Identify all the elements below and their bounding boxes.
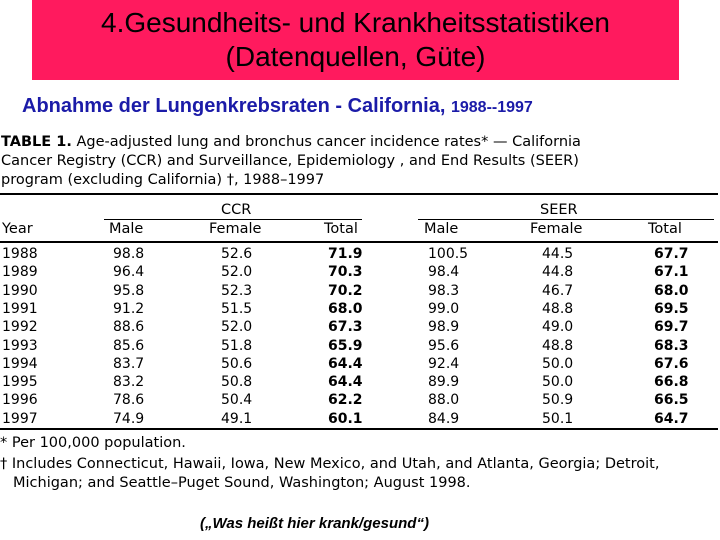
cell-seer-total: 64.7: [654, 410, 689, 427]
cell-ccr-male: 85.6: [113, 337, 145, 354]
cell-seer-total: 66.8: [654, 374, 689, 391]
cell-seer-female: 49.0: [542, 319, 574, 336]
cell-ccr-female: 52.0: [221, 264, 253, 281]
subtitle-text: Abnahme der Lungenkrebsraten - California,: [22, 95, 446, 117]
cell-ccr-male: 88.6: [113, 319, 145, 336]
cell-seer-female: 50.0: [542, 374, 574, 391]
table-caption-line1: Age-adjusted lung and bronchus cancer incidence rates* — California: [76, 134, 581, 150]
cell-year: 1990: [2, 282, 38, 299]
cell-ccr-male: 78.6: [113, 392, 145, 409]
quote-caption: („Was heißt hier krank/gesund“): [200, 515, 429, 532]
cell-ccr-total: 65.9: [328, 337, 363, 354]
cell-seer-male: 92.4: [428, 355, 460, 372]
cell-seer-female: 50.1: [542, 410, 574, 427]
footnote-2b: Michigan; and Seattle–Puget Sound, Washington; August 1998.: [13, 475, 471, 491]
cell-seer-male: 100.5: [428, 246, 469, 262]
table-caption: [1, 133, 719, 190]
cell-seer-total: 67.1: [654, 264, 689, 281]
cell-ccr-female: 50.4: [221, 392, 253, 409]
group-header-ccr: CCR: [221, 202, 252, 218]
cell-seer-total: 69.5: [654, 300, 689, 317]
cell-ccr-total: 62.2: [328, 392, 363, 409]
cell-year: 1995: [2, 374, 38, 391]
cell-ccr-male: 83.7: [113, 355, 145, 372]
footnote-1: * Per 100,000 population.: [0, 435, 186, 451]
cell-seer-female: 48.8: [542, 337, 574, 354]
header-rule: [0, 241, 718, 243]
cell-seer-male: 95.6: [428, 337, 460, 354]
col-header-seer-total: Total: [648, 221, 682, 237]
cell-seer-male: 98.3: [428, 282, 460, 299]
cell-seer-total: 67.6: [654, 355, 689, 372]
cell-seer-male: 88.0: [428, 392, 460, 409]
cell-ccr-male: 91.2: [113, 300, 145, 317]
cell-ccr-female: 49.1: [221, 410, 253, 427]
col-header-ccr-male: Male: [109, 221, 144, 237]
cell-seer-male: 84.9: [428, 410, 460, 427]
page-title-line2: (Datenquellen, Güte): [225, 41, 486, 72]
cell-ccr-total: 68.0: [328, 300, 363, 317]
cell-year: 1993: [2, 337, 38, 354]
cell-ccr-total: 70.2: [328, 282, 363, 299]
cell-seer-female: 50.0: [542, 355, 574, 372]
cell-ccr-male: 96.4: [113, 264, 145, 281]
cell-seer-female: 44.8: [542, 264, 574, 281]
cell-seer-female: 50.9: [542, 392, 574, 409]
cell-ccr-total: 67.3: [328, 319, 363, 336]
table-label: TABLE 1.: [1, 134, 72, 150]
cell-year: 1992: [2, 319, 38, 336]
cell-ccr-total: 64.4: [328, 374, 363, 391]
cell-ccr-male: 98.8: [113, 246, 145, 262]
slide-subtitle: [22, 95, 533, 118]
col-header-seer-male: Male: [424, 221, 459, 237]
cell-ccr-total: 60.1: [328, 410, 363, 427]
col-header-year: Year: [2, 221, 33, 237]
cell-ccr-male: 74.9: [113, 410, 145, 427]
cell-ccr-male: 95.8: [113, 282, 145, 299]
cell-seer-female: 46.7: [542, 282, 574, 299]
cell-year: 1989: [2, 264, 38, 281]
title-banner: [32, 0, 679, 80]
cell-seer-male: 98.4: [428, 264, 460, 281]
footnote-2a: † Includes Connecticut, Hawaii, Iowa, New Mexico, and Utah, and Atlanta, Georgia; Detroit,: [0, 456, 660, 472]
cell-seer-total: 68.0: [654, 282, 689, 299]
cell-seer-female: 48.8: [542, 300, 574, 317]
bottom-rule: [0, 428, 718, 430]
cell-ccr-female: 51.8: [221, 337, 253, 354]
cell-seer-total: 68.3: [654, 337, 689, 354]
cell-ccr-female: 52.3: [221, 282, 253, 299]
subtitle-years: 1988--1997: [450, 99, 533, 116]
cell-seer-total: 66.5: [654, 392, 689, 409]
cell-ccr-female: 51.5: [221, 300, 253, 317]
ccr-group-rule: [104, 219, 362, 220]
cell-seer-male: 98.9: [428, 319, 460, 336]
seer-group-rule: [418, 219, 714, 220]
cell-ccr-female: 52.0: [221, 319, 253, 336]
cell-seer-total: 67.7: [654, 246, 689, 262]
cell-seer-male: 89.9: [428, 374, 460, 391]
group-header-seer: SEER: [540, 202, 578, 218]
cell-ccr-total: 64.4: [328, 355, 363, 372]
col-header-ccr-female: Female: [209, 221, 262, 237]
col-header-seer-female: Female: [530, 221, 583, 237]
cell-ccr-total: 70.3: [328, 264, 363, 281]
cell-year: 1996: [2, 392, 38, 409]
cell-year: 1991: [2, 300, 38, 317]
cell-seer-total: 69.7: [654, 319, 689, 336]
table-caption-line3: program (excluding California) †, 1988–1997: [1, 172, 325, 188]
cell-year: 1994: [2, 355, 38, 372]
col-header-ccr-total: Total: [324, 221, 358, 237]
page-title-line1: 4.Gesundheits- und Krankheitsstatistiken: [101, 7, 610, 38]
table-caption-line2: Cancer Registry (CCR) and Surveillance, Epidemiology , and End Results (SEER): [1, 153, 579, 169]
cell-year: 1988: [2, 246, 38, 262]
cell-ccr-female: 52.6: [221, 246, 253, 262]
cell-ccr-female: 50.8: [221, 374, 253, 391]
cell-ccr-male: 83.2: [113, 374, 145, 391]
cell-seer-male: 99.0: [428, 300, 460, 317]
top-rule: [0, 193, 718, 195]
cell-ccr-total: 71.9: [328, 246, 363, 262]
cell-seer-female: 44.5: [542, 246, 574, 262]
cell-year: 1997: [2, 410, 38, 427]
cell-ccr-female: 50.6: [221, 355, 253, 372]
